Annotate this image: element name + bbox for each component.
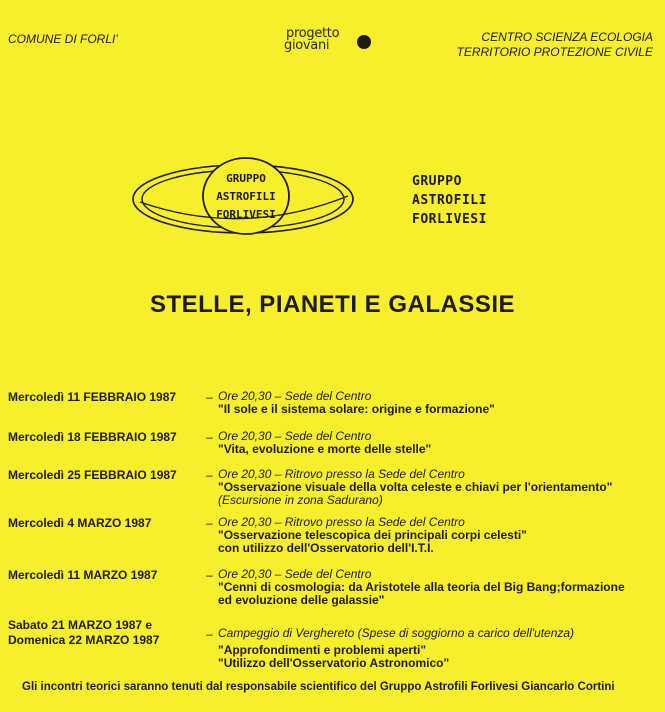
event-dash: – (206, 468, 213, 482)
emblem-line1: GRUPPO (226, 172, 266, 185)
event-details (218, 430, 431, 456)
event-date-line: Sabato 21 MARZO 1987 e (8, 618, 153, 632)
event-detail-line: Ore 20,30 – Sede del Centro (218, 567, 372, 581)
event-date-line: Mercoledì 4 MARZO 1987 (8, 516, 152, 530)
group-name-line3: FORLIVESI (412, 212, 487, 227)
event-dash: – (206, 430, 213, 444)
event-date-line: Mercoledì 25 FEBBRAIO 1987 (8, 468, 177, 482)
header-centro-line1: CENTRO SCIENZA ECOLOGIA (481, 30, 653, 44)
event-details (218, 568, 625, 607)
event-detail-line: Ore 20,30 – Sede del Centro (218, 389, 372, 403)
header-centro-line2: TERRITORIO PROTEZIONE CIVILE (456, 45, 653, 59)
logo-text-progetto: progetto (286, 26, 340, 41)
event-date (8, 516, 151, 530)
header-comune: COMUNE DI FORLI' (8, 32, 118, 46)
footer-note: Gli incontri teorici saranno tenuti dal responsabile scientifico del Gruppo Astrofili Forlivesi Giancarlo Cortini (22, 681, 615, 693)
event-detail-line: Campeggio di Verghereto (Spese di soggiorno a carico dell'utenza) (218, 626, 575, 640)
group-name (412, 172, 487, 229)
event-detail-line: Ore 20,30 – Ritrovo presso la Sede del Centro (218, 467, 465, 481)
event-details (218, 390, 495, 416)
logo-text-giovani: giovani (284, 38, 330, 53)
event-detail-line: "Approfondimenti e problemi aperti" (218, 643, 427, 657)
event-date-line: Domenica 22 MARZO 1987 (8, 633, 160, 647)
event-detail-line: Ore 20,30 – Ritrovo presso la Sede del Centro (218, 515, 465, 529)
event-date-line: Mercoledì 18 FEBBRAIO 1987 (8, 430, 177, 444)
emblem-line3: FORLIVESI (216, 208, 276, 221)
saturn-icon (130, 152, 360, 242)
event-detail-line: con utilizzo dell'Osservatorio dell'I.T.I. (218, 541, 434, 555)
saturn-emblem (130, 152, 360, 242)
event-detail-line: "Cenni di cosmologia: da Aristotele alla teoria del Big Bang;formazione (218, 580, 625, 594)
page-title: STELLE, PIANETI E GALASSIE (149, 291, 516, 318)
event-detail-line: "Il sole e il sistema solare: origine e formazione" (218, 402, 495, 416)
event-date (8, 618, 159, 647)
group-name-line1: GRUPPO (412, 174, 462, 189)
event-details (218, 468, 612, 507)
group-name-line2: ASTROFILI (412, 193, 487, 208)
event-date (8, 390, 176, 404)
event-detail-line: ed evoluzione delle galassie" (218, 593, 385, 607)
progetto-giovani-logo (284, 26, 380, 60)
event-detail-line: "Osservazione visuale della volta celeste e chiavi per l'orientamento" (218, 480, 613, 494)
event-dash: – (206, 390, 213, 404)
event-detail-line: Ore 20,30 – Sede del Centro (218, 429, 372, 443)
event-dash: – (206, 568, 213, 582)
event-detail-line: "Osservazione telescopica dei principali corpi celesti" (218, 528, 527, 542)
event-date (8, 468, 177, 482)
event-date (8, 568, 157, 582)
event-dash: – (206, 627, 213, 641)
event-date-line: Mercoledì 11 MARZO 1987 (8, 568, 158, 582)
logo-ball-icon (357, 35, 371, 49)
event-detail-line: (Escursione in zona Sadurano) (218, 493, 383, 507)
event-detail-line: "Vita, evoluzione e morte delle stelle" (218, 442, 432, 456)
event-date (8, 430, 177, 444)
event-details (218, 627, 574, 670)
event-detail-line: "Utilizzo dell'Osservatorio Astronomico" (218, 656, 450, 670)
header-centro (457, 30, 653, 60)
emblem-line2: ASTROFILI (216, 190, 276, 203)
event-dash: – (206, 516, 213, 530)
event-details (218, 516, 527, 555)
event-date-line: Mercoledì 11 FEBBRAIO 1987 (8, 390, 177, 404)
